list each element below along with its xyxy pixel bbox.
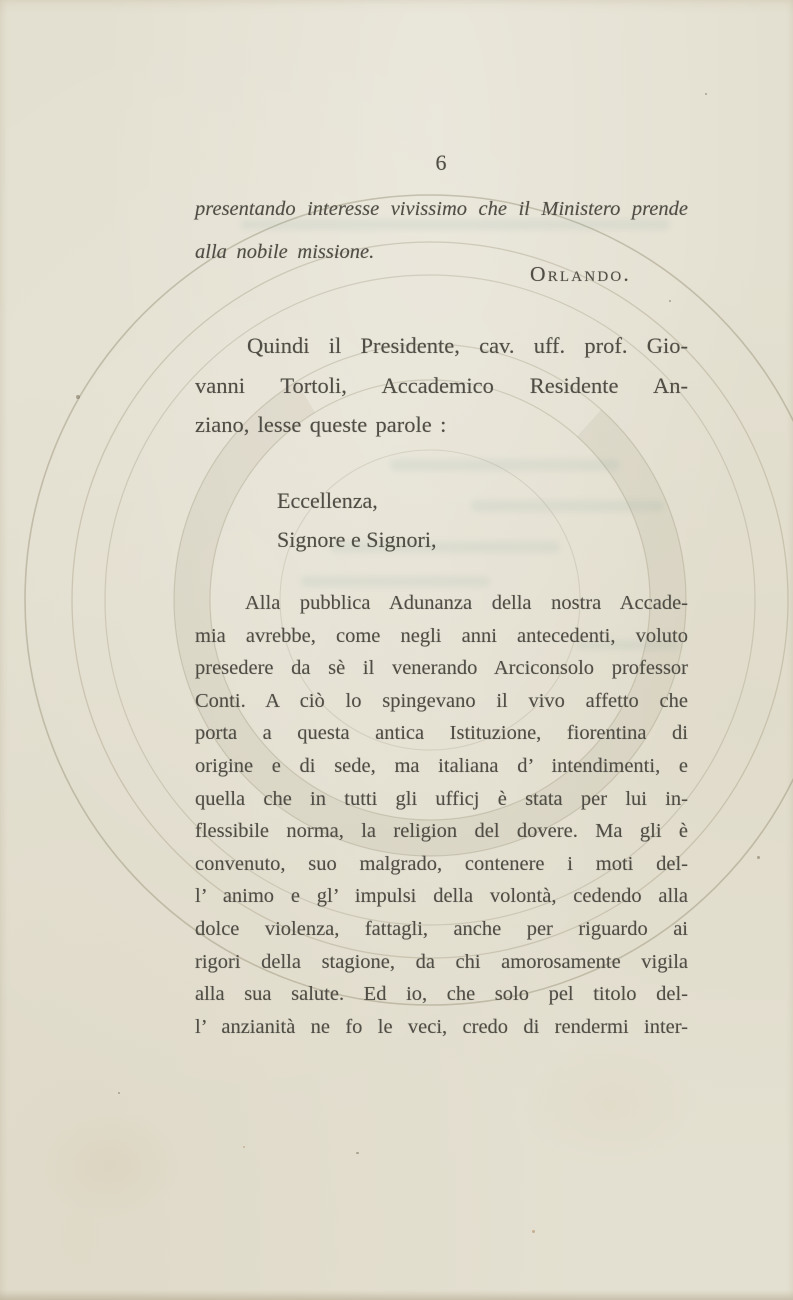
salutation-block xyxy=(195,481,688,559)
paper-stain xyxy=(520,1040,700,1170)
speech-line: Conti. A ciò lo spingevano il vivo affetto che xyxy=(195,689,688,712)
intro-line: Quindi il Presidente, cav. uff. prof. Gio- xyxy=(247,333,688,358)
intro-line: vanni Tortoli, Accademico Residente An- xyxy=(195,372,688,398)
salutation-line: Eccellenza, xyxy=(277,488,378,513)
speech-line: rigori della stagione, da chi amorosamente vigila xyxy=(195,950,688,973)
verso-show-through-mark xyxy=(300,576,490,587)
speech-line: l’ animo e gl’ impulsi della volontà, cedendo alla xyxy=(195,885,688,908)
speech-line: flessibile norma, la religion del dovere. Ma gli è xyxy=(195,820,688,843)
page-number: 6 xyxy=(435,150,448,175)
salutation-line: Signore e Signori, xyxy=(277,527,437,552)
speech-line: quella che in tutti gli ufficj è stata per lui in- xyxy=(195,787,688,810)
speech-line: Alla pubblica Adunanza della nostra Accade- xyxy=(245,592,688,614)
speech-line: alla sua salute. Ed io, che solo pel titolo del- xyxy=(195,983,688,1006)
speech-line: mia avrebbe, come negli anni antecedenti, voluto xyxy=(195,624,688,647)
speech-line: origine e di sede, ma italiana d’ intendimenti, e xyxy=(195,754,688,777)
paper-stain xyxy=(40,1110,180,1220)
paper-speck xyxy=(532,1230,535,1233)
speech-paragraph xyxy=(195,587,688,1043)
speech-line: convenuto, suo malgrado, contenere i moti del- xyxy=(195,852,688,875)
signature-orlando: Orlando. xyxy=(530,262,631,286)
intro-line: ziano, lesse queste parole : xyxy=(195,412,447,437)
letter-closing-line: presentando interesse vivissimo che il Ministero prende xyxy=(195,198,688,220)
letter-closing-line: alla nobile missione. xyxy=(195,241,375,263)
verso-show-through-mark xyxy=(390,459,620,471)
speech-line: dolce violenza, fattagli, anche per riguardo ai xyxy=(195,917,688,940)
paper-speck xyxy=(705,93,707,95)
paper-speck xyxy=(356,1152,359,1154)
speech-line: l’ anzianità ne fo le veci, credo di rendermi inter- xyxy=(195,1015,688,1038)
speech-line: presedere da sè il venerando Arciconsolo professor xyxy=(195,657,688,680)
paper-speck xyxy=(76,395,80,399)
paper-speck xyxy=(118,1092,120,1094)
paper-speck xyxy=(243,1146,245,1148)
intro-paragraph xyxy=(195,326,688,445)
speech-line: porta a questa antica Istituzione, fiorentina di xyxy=(195,722,688,745)
paper-speck xyxy=(669,300,671,302)
paper-speck xyxy=(757,856,760,859)
